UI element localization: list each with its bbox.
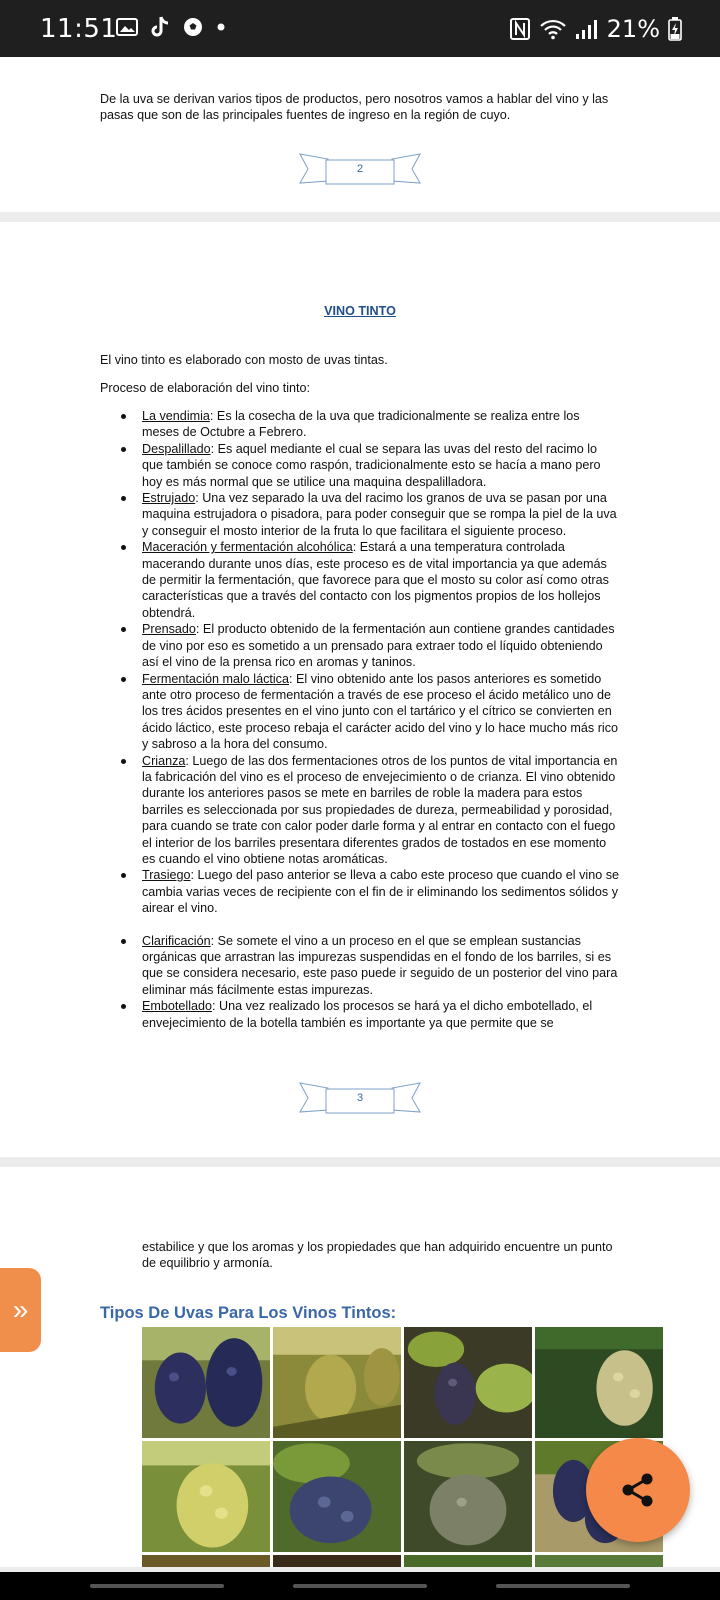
grape-photo bbox=[273, 1441, 401, 1552]
page-number-ribbon bbox=[298, 151, 422, 187]
list-item bbox=[142, 408, 620, 441]
section-title: VINO TINTO bbox=[324, 304, 396, 318]
grape-photo-gallery bbox=[142, 1327, 663, 1567]
list-item bbox=[142, 867, 620, 916]
grape-photo bbox=[535, 1555, 663, 1567]
soccer-ball-icon bbox=[182, 16, 204, 38]
paragraph: Proceso de elaboración del vino tinto: bbox=[100, 381, 311, 395]
step-text: : Es aquel mediante el cual se separa las uvas del resto del racimo lo que también se conoce como raspón, tradicionalmente esto se hacía a mano pero hoy es más normal que se utilice una maquina despalilladora. bbox=[142, 441, 601, 489]
list-item bbox=[142, 539, 620, 621]
grape-photo bbox=[404, 1327, 532, 1438]
subheading: Tipos De Uvas Para Los Vinos Tintos: bbox=[100, 1304, 397, 1322]
page-number: 2 bbox=[356, 163, 364, 175]
step-text: : El vino obtenido ante los pasos anteriores es sometido ante otro proceso de fermentación a través de ese proceso el ácido metálico uno de los tres ácidos presentes en el vino junto con el tartárico y el cítrico se convierten en ácido láctico, este proceso rebaja el carácter acido del vino y lo hace mucho más rico y sabroso a la hora del consumo. bbox=[142, 671, 619, 752]
grape-photo bbox=[404, 1441, 532, 1552]
navigation-bar bbox=[0, 1572, 720, 1600]
step-text: : Luego de las dos fermentaciones otros de los puntos de vital importancia en la fabricación del vino es el proceso de envejecimiento o de crianza. El vino obtenido durante los anteriores pasos se mete en barriles de roble la madera para estos barriles es seleccionada por sus propiedades de dureza, permeabilidad y porosidad, para cuando se trate con calor poder darle forma y al entrar en contacto con el fuego el interior de los barriles presentara diferentes grados de tostados en ese momento es cuando el vino obtiene notas aromáticas. bbox=[142, 753, 618, 866]
page-number: 3 bbox=[356, 1092, 364, 1104]
step-text: : Estará a una temperatura controlada macerando durante unos días, este proceso es de vital importancia ya que además de permitir la fermentación, que favorece para que el mosto su color así como otras características que a través del contacto con los pigmentos propios de los hollejos obtendrá. bbox=[142, 540, 609, 620]
continuation-paragraph: estabilice y que los aromas y los propiedades que han adquirido encuentre un punto de equilibrio y armonía. bbox=[142, 1240, 613, 1271]
status-bar bbox=[0, 0, 720, 57]
system-icons bbox=[509, 15, 682, 43]
step-term: La vendimia bbox=[142, 409, 210, 423]
battery-percent: 21% bbox=[606, 15, 660, 43]
step-text: : Se somete el vino a un proceso en el que se emplean sustancias orgánicas que arrastran las impurezas suspendidas en el fondo de los barriles, si es que se considera necesario, este paso puede ir seguido de un posterior del vino para eliminar más fácilmente estas impurezas. bbox=[142, 933, 618, 997]
nav-back-handle[interactable] bbox=[496, 1584, 630, 1588]
step-text: : Una vez separado la uva del racimo los granos de uva se pasan por una maquina estrujadora o pisadora, para poder conseguir que se rompa la piel de la uva y conseguir el mosto interior de la fruta lo que facilitara el siguiente proceso. bbox=[142, 491, 617, 538]
step-term: Despalillado bbox=[142, 441, 211, 456]
list-item bbox=[142, 998, 620, 1031]
step-term: Fermentación malo láctica bbox=[142, 671, 289, 686]
list-item bbox=[142, 490, 620, 539]
list-item bbox=[142, 671, 620, 753]
step-text: : El producto obtenido de la fermentación aun contiene grandes cantidades de vino por eso es sometido a un prensado para extraer todo el líquido obteniendo así el vino de la prensa rico en aromas y taninos. bbox=[142, 622, 615, 670]
nfc-icon bbox=[509, 17, 531, 41]
double-chevron-right-icon: » bbox=[12, 1294, 29, 1325]
step-term: Trasiego bbox=[142, 868, 191, 883]
step-term: Embotellado bbox=[142, 999, 213, 1014]
grape-photo bbox=[142, 1327, 270, 1438]
grape-photo bbox=[535, 1327, 663, 1438]
wifi-icon bbox=[539, 18, 567, 40]
nav-recents-handle[interactable] bbox=[90, 1584, 224, 1588]
list-item bbox=[142, 621, 620, 670]
grape-photo bbox=[142, 1441, 270, 1552]
list-item bbox=[142, 753, 620, 868]
gallery-icon bbox=[116, 17, 138, 37]
step-term: Clarificación bbox=[142, 933, 211, 948]
process-steps-list bbox=[142, 408, 620, 1031]
step-term: Maceración y fermentación alcohólica bbox=[142, 540, 353, 555]
status-time: 11:51 bbox=[40, 14, 118, 44]
signal-icon bbox=[575, 18, 599, 40]
step-term: Estrujado bbox=[142, 491, 196, 506]
document-page-2 bbox=[0, 57, 720, 212]
share-button[interactable] bbox=[586, 1438, 690, 1542]
page-number-ribbon bbox=[298, 1080, 422, 1116]
step-term: Prensado bbox=[142, 622, 196, 637]
nav-home-handle[interactable] bbox=[293, 1584, 427, 1588]
notification-icons bbox=[116, 16, 226, 38]
dot-icon bbox=[216, 22, 226, 32]
share-icon bbox=[618, 1470, 658, 1510]
document-page-3 bbox=[0, 222, 720, 1157]
grape-photo bbox=[273, 1327, 401, 1438]
list-item bbox=[142, 441, 620, 490]
tiktok-icon bbox=[150, 16, 170, 38]
step-text: : Una vez realizado los procesos se hará ya el dicho embotellado, el envejecimiento de la botella también es importante ya que permite que se bbox=[142, 999, 593, 1030]
intro-paragraph: De la uva se derivan varios tipos de productos, pero nosotros vamos a hablar del vino y las pasas que son de las principales fuentes de ingreso en la región de cuyo. bbox=[100, 92, 609, 123]
battery-charging-icon bbox=[668, 17, 682, 41]
paragraph: El vino tinto es elaborado con mosto de uvas tintas. bbox=[100, 353, 388, 367]
expand-panel-tab[interactable] bbox=[0, 1268, 41, 1352]
step-text: : Es la cosecha de la uva que tradicionalmente se realiza entre los meses de Octubre a Febrero. bbox=[142, 409, 580, 440]
step-term: Crianza bbox=[142, 753, 186, 768]
grape-photo bbox=[404, 1555, 532, 1567]
step-text: : Luego del paso anterior se lleva a cabo este proceso que cuando el vino se cambia varias veces de recipiente con el fin de ir eliminando los sedimentos sólidos y airear el vino. bbox=[142, 868, 620, 916]
grape-photo bbox=[273, 1555, 401, 1567]
grape-photo bbox=[142, 1555, 270, 1567]
list-item bbox=[142, 933, 620, 999]
